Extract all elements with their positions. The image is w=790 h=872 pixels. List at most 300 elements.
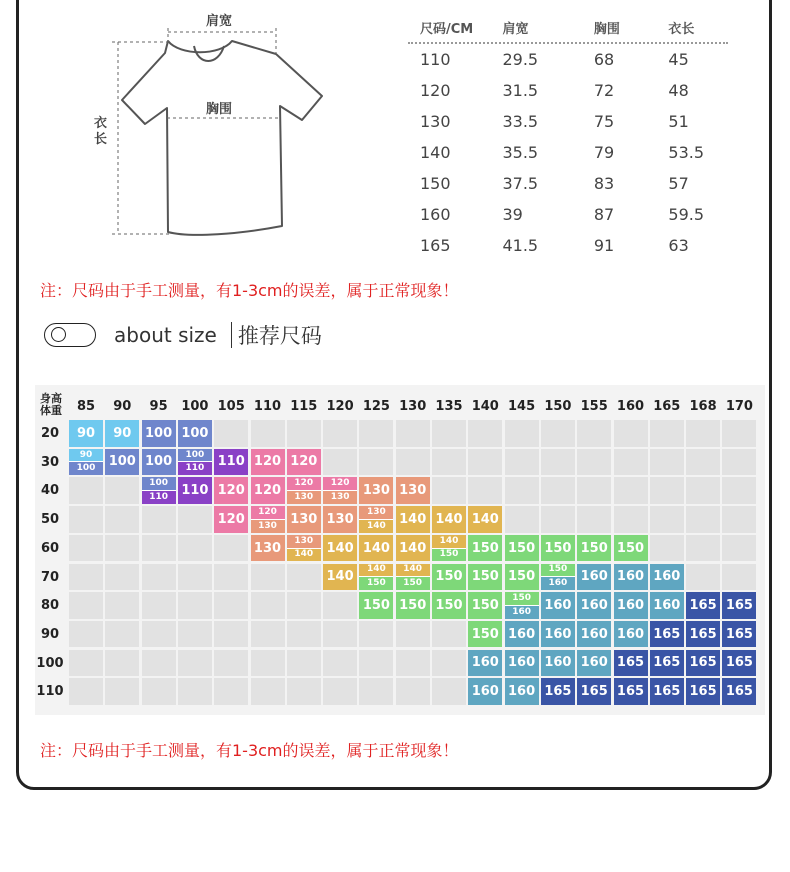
spec-cell-size: 140 [420, 143, 451, 162]
grid-cell-empty [142, 592, 176, 619]
spec-cell-chest: 83 [593, 174, 615, 193]
grid-cell-empty [722, 506, 756, 533]
spec-cell-length: 53.5 [668, 143, 705, 162]
weight-tick-label: 60 [40, 540, 60, 556]
grid-cell-empty [142, 678, 176, 705]
spec-cell-size: 150 [420, 174, 451, 193]
grid-cell-size: 100 [142, 449, 176, 476]
grid-cell-empty [541, 506, 575, 533]
grid-cell-empty [105, 564, 139, 591]
toggle-knob [51, 327, 66, 342]
height-tick-label: 115 [290, 399, 318, 414]
weight-tick-label: 100 [36, 655, 64, 671]
grid-cell-split [505, 592, 539, 619]
height-tick-label: 150 [544, 399, 572, 414]
grid-cell-size: 165 [722, 678, 756, 705]
grid-cell-size-label: 160 [541, 577, 575, 590]
grid-cell-empty [214, 564, 248, 591]
grid-cell-size-label: 130 [359, 506, 393, 520]
header-shoulder: 肩宽 [502, 21, 529, 37]
grid-cell-empty [105, 477, 139, 504]
grid-cell-size: 100 [142, 420, 176, 447]
grid-cell-split [396, 564, 430, 591]
corner-label-height: 身高 [40, 392, 62, 405]
grid-cell-empty [69, 477, 103, 504]
grid-cell-empty [359, 678, 393, 705]
grid-cell-size: 160 [577, 564, 611, 591]
grid-cell-empty [541, 477, 575, 504]
grid-cell-size: 165 [541, 678, 575, 705]
grid-cell-size-label: 100 [178, 449, 212, 463]
grid-cell-size: 160 [577, 650, 611, 677]
weight-tick-label: 70 [40, 569, 60, 585]
grid-cell-size: 140 [396, 506, 430, 533]
grid-cell-empty [359, 650, 393, 677]
grid-cell-split [323, 477, 357, 504]
grid-cell-empty [686, 564, 720, 591]
grid-cell-size: 130 [287, 506, 321, 533]
grid-cell-size-label: 120 [251, 506, 285, 520]
spec-cell-shoulder: 35.5 [502, 143, 539, 162]
grid-cell-empty [142, 564, 176, 591]
grid-cell-empty [650, 535, 684, 562]
spec-row [408, 230, 728, 261]
height-tick-label: 155 [580, 399, 608, 414]
grid-cell-empty [251, 420, 285, 447]
size-spec-table [408, 12, 728, 261]
grid-cell-size: 150 [577, 535, 611, 562]
grid-cell-empty [505, 477, 539, 504]
grid-cell-size: 130 [323, 506, 357, 533]
header-length: 衣长 [668, 21, 695, 37]
grid-cell-empty [614, 477, 648, 504]
grid-cell-empty [323, 621, 357, 648]
shoulder-width-label: 肩宽 [206, 14, 233, 29]
spec-cell-length: 57 [668, 174, 689, 193]
grid-cell-size: 100 [178, 420, 212, 447]
spec-row [408, 106, 728, 137]
height-tick-label: 125 [362, 399, 390, 414]
grid-cell-size-label: 140 [359, 520, 393, 533]
grid-cell-size: 90 [105, 420, 139, 447]
grid-cell-split [142, 477, 176, 504]
grid-cell-size-label: 150 [541, 564, 575, 578]
header-chest: 胸围 [593, 21, 620, 37]
spec-cell-chest: 79 [593, 143, 615, 162]
grid-cell-empty [287, 650, 321, 677]
grid-cell-size: 150 [396, 592, 430, 619]
about-size-heading [44, 318, 322, 352]
grid-cell-empty [432, 477, 466, 504]
grid-cell-empty [69, 621, 103, 648]
grid-cell-size: 160 [541, 650, 575, 677]
height-tick-label: 140 [471, 399, 499, 414]
grid-cell-empty [396, 449, 430, 476]
height-tick-label: 110 [253, 399, 282, 414]
spec-cell-chest: 91 [593, 236, 615, 255]
spec-row [408, 137, 728, 168]
grid-cell-size: 165 [722, 650, 756, 677]
grid-cell-size-label: 120 [323, 477, 357, 491]
size-recommendation-chart [35, 385, 765, 715]
toggle-icon [44, 323, 96, 347]
grid-cell-empty [396, 420, 430, 447]
tshirt-outline-icon [90, 8, 330, 248]
weight-tick-label: 30 [40, 454, 60, 470]
grid-cell-size: 140 [468, 506, 502, 533]
height-tick-label: 105 [217, 399, 245, 414]
grid-cell-empty [287, 564, 321, 591]
spec-cell-length: 63 [668, 236, 689, 255]
spec-cell-shoulder: 31.5 [502, 81, 539, 100]
grid-cell-empty [650, 449, 684, 476]
grid-cell-size-label: 140 [432, 535, 466, 549]
grid-cell-split [287, 535, 321, 562]
spec-cell-size: 160 [420, 205, 451, 224]
grid-cell-size: 165 [650, 621, 684, 648]
grid-cell-empty [287, 621, 321, 648]
spec-table-header [408, 12, 728, 44]
height-tick-label: 90 [113, 399, 132, 414]
grid-cell-empty [505, 449, 539, 476]
grid-cell-split [178, 449, 212, 476]
grid-cell-size: 160 [541, 592, 575, 619]
height-tick-label: 160 [616, 399, 645, 414]
grid-cell-empty [323, 449, 357, 476]
grid-cell-empty [686, 506, 720, 533]
spec-row [408, 168, 728, 199]
grid-cell-empty [287, 678, 321, 705]
grid-cell-empty [251, 564, 285, 591]
grid-cell-size: 100 [105, 449, 139, 476]
grid-cell-empty [432, 420, 466, 447]
spec-row [408, 75, 728, 106]
grid-cell-empty [142, 650, 176, 677]
spec-cell-shoulder: 29.5 [502, 50, 539, 69]
spec-cell-size: 120 [420, 81, 451, 100]
grid-cell-size: 160 [468, 650, 502, 677]
grid-cell-size: 110 [214, 449, 248, 476]
grid-cell-empty [722, 449, 756, 476]
grid-cell-size: 120 [251, 449, 285, 476]
grid-cell-empty [722, 420, 756, 447]
spec-cell-shoulder: 33.5 [502, 112, 539, 131]
grid-cell-empty [396, 650, 430, 677]
corner-label [37, 393, 65, 417]
grid-cell-empty [541, 420, 575, 447]
grid-cell-empty [432, 678, 466, 705]
grid-cell-empty [505, 420, 539, 447]
grid-cell-size: 165 [614, 678, 648, 705]
grid-cell-empty [214, 420, 248, 447]
grid-cell-size: 150 [468, 535, 502, 562]
height-tick-label: 130 [399, 399, 427, 414]
grid-cell-size-label: 110 [178, 462, 212, 475]
chest-label: 胸围 [206, 102, 233, 117]
grid-cell-empty [468, 420, 502, 447]
grid-cell-size: 165 [722, 592, 756, 619]
grid-cell-empty [686, 477, 720, 504]
grid-cell-empty [214, 621, 248, 648]
grid-cell-empty [650, 420, 684, 447]
grid-cell-size: 165 [577, 678, 611, 705]
grid-cell-empty [650, 506, 684, 533]
grid-cell-empty [287, 592, 321, 619]
grid-cell-size: 150 [614, 535, 648, 562]
spec-cell-length: 45 [668, 50, 689, 69]
grid-cell-empty [251, 592, 285, 619]
grid-cell-size: 165 [614, 650, 648, 677]
grid-cell-empty [178, 650, 212, 677]
grid-cell-size-label: 150 [359, 577, 393, 590]
grid-cell-size: 150 [541, 535, 575, 562]
grid-cell-size-label: 130 [287, 535, 321, 549]
grid-cell-empty [577, 449, 611, 476]
spec-cell-shoulder: 39 [502, 205, 523, 224]
grid-cell-empty [214, 678, 248, 705]
grid-cell-size: 150 [505, 535, 539, 562]
grid-cell-empty [686, 535, 720, 562]
grid-cell-empty [650, 477, 684, 504]
grid-cell-size-label: 150 [505, 592, 539, 606]
weight-tick-label: 20 [40, 426, 60, 441]
height-tick-label: 145 [508, 399, 536, 414]
grid-cell-empty [722, 564, 756, 591]
grid-cell-size: 130 [251, 535, 285, 562]
grid-cell-size: 160 [468, 678, 502, 705]
spec-table-body [408, 44, 728, 261]
grid-cell-size: 140 [396, 535, 430, 562]
grid-cell-empty [396, 621, 430, 648]
grid-cell-empty [432, 449, 466, 476]
about-size-chinese: 推荐尺码 [237, 324, 322, 348]
grid-cell-empty [69, 678, 103, 705]
grid-cell-size: 150 [432, 592, 466, 619]
grid-cell-empty [323, 650, 357, 677]
grid-cell-split [69, 449, 103, 476]
grid-cell-size: 150 [468, 592, 502, 619]
grid-cell-size: 160 [505, 621, 539, 648]
measurement-note-top: 注：尺码由于手工测量，有1-3cm的误差，属于正常现象！ [40, 281, 459, 300]
weight-tick-label: 110 [36, 684, 64, 700]
weight-tick-label: 80 [40, 598, 60, 614]
spec-row [408, 44, 728, 75]
grid-cell-size-label: 100 [142, 477, 176, 491]
grid-cell-size: 165 [650, 678, 684, 705]
grid-cell-empty [178, 506, 212, 533]
grid-cell-size: 160 [505, 678, 539, 705]
grid-cell-size: 160 [614, 621, 648, 648]
grid-cell-empty [432, 650, 466, 677]
grid-cell-empty [69, 535, 103, 562]
height-tick-label: 100 [181, 399, 209, 414]
grid-cell-empty [69, 650, 103, 677]
grid-cell-size-label: 140 [396, 564, 430, 578]
length-label: 衣长 [94, 116, 108, 147]
grid-cell-size: 120 [214, 477, 248, 504]
grid-cell-empty [251, 650, 285, 677]
grid-cell-empty [178, 678, 212, 705]
grid-cell-split [432, 535, 466, 562]
grid-cell-size: 90 [69, 420, 103, 447]
about-size-english: about size [114, 323, 217, 347]
grid-cell-size: 165 [722, 621, 756, 648]
grid-cell-size-label: 150 [396, 577, 430, 590]
grid-cell-empty [214, 535, 248, 562]
header-size: 尺码/CM [420, 21, 474, 37]
grid-cell-empty [178, 592, 212, 619]
grid-cell-empty [178, 564, 212, 591]
grid-cell-size-label: 100 [69, 462, 103, 475]
grid-cell-size-label: 130 [287, 491, 321, 504]
grid-cell-size-label: 110 [142, 491, 176, 504]
grid-cell-empty [105, 592, 139, 619]
grid-cell-empty [323, 420, 357, 447]
grid-cell-size: 120 [251, 477, 285, 504]
grid-cell-empty [287, 420, 321, 447]
grid-cell-empty [432, 621, 466, 648]
grid-cell-empty [614, 449, 648, 476]
height-tick-label: 135 [435, 399, 463, 414]
grid-cell-size-label: 140 [359, 564, 393, 578]
spec-cell-length: 48 [668, 81, 689, 100]
grid-cell-empty [105, 650, 139, 677]
grid-cell-empty [178, 621, 212, 648]
grid-cell-size: 160 [505, 650, 539, 677]
grid-cell-size-label: 130 [323, 491, 357, 504]
grid-cell-empty [142, 506, 176, 533]
grid-cell-size: 130 [359, 477, 393, 504]
grid-cell-empty [396, 678, 430, 705]
grid-cell-size: 140 [323, 535, 357, 562]
grid-cell-size: 165 [686, 650, 720, 677]
grid-cell-size-label: 160 [505, 606, 539, 619]
spec-cell-shoulder: 41.5 [502, 236, 539, 255]
grid-cell-empty [69, 592, 103, 619]
grid-cell-empty [722, 477, 756, 504]
spec-cell-chest: 68 [593, 50, 615, 69]
corner-label-weight: 体重 [40, 404, 62, 417]
height-tick-label: 85 [76, 399, 96, 414]
measurement-note-bottom: 注：尺码由于手工测量，有1-3cm的误差，属于正常现象！ [40, 741, 459, 760]
grid-cell-empty [105, 535, 139, 562]
grid-cell-empty [722, 535, 756, 562]
spec-cell-size: 130 [420, 112, 451, 131]
height-tick-label: 95 [149, 399, 168, 414]
grid-cell-size: 120 [214, 506, 248, 533]
grid-cell-empty [541, 449, 575, 476]
grid-cell-empty [251, 621, 285, 648]
grid-cell-split [541, 564, 575, 591]
grid-cell-size: 160 [614, 564, 648, 591]
weight-tick-label: 90 [40, 626, 60, 642]
grid-cell-size: 140 [323, 564, 357, 591]
height-tick-label: 168 [689, 399, 717, 414]
grid-cell-empty [105, 621, 139, 648]
grid-cell-empty [505, 506, 539, 533]
grid-cell-size: 150 [359, 592, 393, 619]
spec-row [408, 199, 728, 230]
spec-cell-size: 110 [420, 50, 451, 69]
height-tick-label: 170 [725, 399, 753, 414]
grid-cell-size: 165 [686, 621, 720, 648]
grid-cell-empty [577, 506, 611, 533]
grid-cell-empty [69, 506, 103, 533]
grid-cell-size: 110 [178, 477, 212, 504]
spec-cell-shoulder: 37.5 [502, 174, 539, 193]
grid-cell-size-label: 90 [69, 449, 103, 463]
grid-cell-size: 130 [396, 477, 430, 504]
grid-cell-empty [69, 564, 103, 591]
grid-cell-size: 165 [686, 592, 720, 619]
weight-tick-label: 50 [40, 512, 60, 528]
grid-cell-empty [105, 678, 139, 705]
grid-cell-size: 140 [432, 506, 466, 533]
spec-cell-chest: 87 [593, 205, 615, 224]
weight-tick-label: 40 [40, 483, 60, 499]
grid-cell-size: 150 [468, 621, 502, 648]
grid-cell-split [359, 506, 393, 533]
grid-cell-size: 165 [686, 678, 720, 705]
grid-cell-empty [251, 678, 285, 705]
grid-cell-empty [577, 420, 611, 447]
tshirt-diagram [90, 8, 330, 248]
spec-cell-size: 165 [420, 236, 451, 255]
spec-cell-chest: 75 [593, 112, 615, 131]
grid-cell-empty [214, 592, 248, 619]
grid-cell-size: 160 [541, 621, 575, 648]
grid-cell-size: 160 [577, 621, 611, 648]
grid-cell-empty [577, 477, 611, 504]
grid-cell-empty [614, 506, 648, 533]
spec-cell-length: 59.5 [668, 205, 705, 224]
grid-cell-size: 160 [650, 564, 684, 591]
height-tick-label: 120 [326, 399, 354, 414]
grid-cell-empty [178, 535, 212, 562]
grid-cell-empty [468, 477, 502, 504]
grid-cell-empty [614, 420, 648, 447]
grid-cell-size: 150 [468, 564, 502, 591]
grid-cell-split [251, 506, 285, 533]
grid-cell-size: 160 [614, 592, 648, 619]
grid-cell-empty [359, 449, 393, 476]
grid-cell-empty [359, 420, 393, 447]
grid-cell-empty [105, 506, 139, 533]
grid-cell-size: 150 [505, 564, 539, 591]
grid-cell-size: 120 [287, 449, 321, 476]
spec-cell-length: 51 [668, 112, 689, 131]
height-tick-label: 165 [653, 399, 681, 414]
grid-cell-size: 165 [650, 650, 684, 677]
heading-divider [231, 322, 232, 348]
grid-cell-empty [214, 650, 248, 677]
grid-cell-size-label: 120 [287, 477, 321, 491]
grid-cell-empty [142, 535, 176, 562]
grid-cell-split [359, 564, 393, 591]
grid-cell-size-label: 130 [251, 520, 285, 533]
grid-cell-size: 160 [577, 592, 611, 619]
grid-cell-size-label: 150 [432, 549, 466, 562]
grid-cell-empty [142, 621, 176, 648]
grid-cell-size: 160 [650, 592, 684, 619]
grid-cell-size: 140 [359, 535, 393, 562]
grid-cell-empty [686, 420, 720, 447]
grid-cell-empty [323, 678, 357, 705]
grid-cell-split [287, 477, 321, 504]
grid-cell-empty [359, 621, 393, 648]
grid-cell-empty [686, 449, 720, 476]
grid-cell-size: 150 [432, 564, 466, 591]
